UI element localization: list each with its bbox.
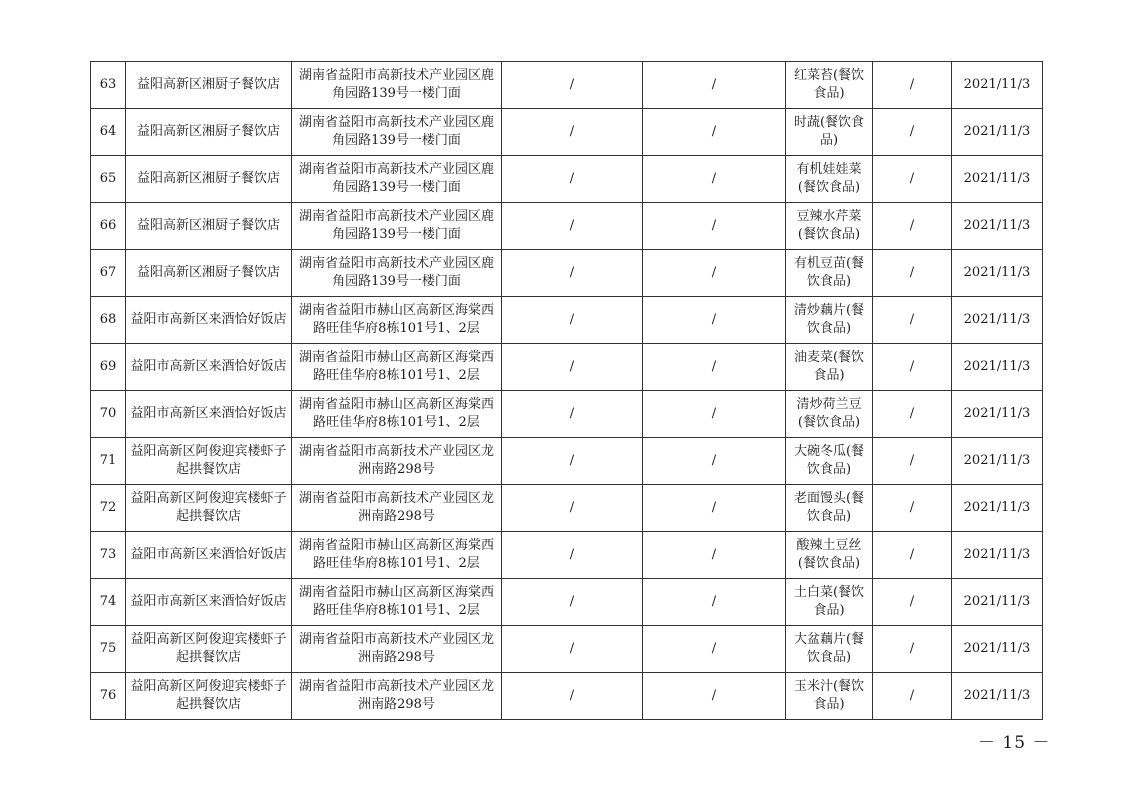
row-number-cell: 66 <box>91 203 126 250</box>
date-cell: 2021/11/3 <box>952 109 1043 156</box>
company-name-cell: 益阳高新区阿俊迎宾楼虾子起拱餐饮店 <box>126 438 292 485</box>
table-row <box>91 62 1043 109</box>
company-name-cell: 益阳高新区阿俊迎宾楼虾子起拱餐饮店 <box>126 673 292 720</box>
date-cell: 2021/11/3 <box>952 626 1043 673</box>
address-cell: 湖南省益阳市高新技术产业园区鹿角园路139号一楼门面 <box>292 156 502 203</box>
address-cell: 湖南省益阳市高新技术产业园区龙洲南路298号 <box>292 438 502 485</box>
blank-cell: / <box>873 297 952 344</box>
blank-cell: / <box>873 344 952 391</box>
address-cell: 湖南省益阳市高新技术产业园区鹿角园路139号一楼门面 <box>292 203 502 250</box>
address-cell: 湖南省益阳市赫山区高新区海棠西路旺佳华府8栋101号1、2层 <box>292 297 502 344</box>
blank-cell: / <box>502 673 643 720</box>
blank-cell: / <box>643 626 786 673</box>
address-cell: 湖南省益阳市高新技术产业园区鹿角园路139号一楼门面 <box>292 62 502 109</box>
date-cell: 2021/11/3 <box>952 156 1043 203</box>
blank-cell: / <box>502 297 643 344</box>
blank-cell: / <box>643 532 786 579</box>
date-cell: 2021/11/3 <box>952 673 1043 720</box>
food-name-cell: 大盆藕片(餐饮食品) <box>786 626 873 673</box>
table-row <box>91 250 1043 297</box>
address-cell: 湖南省益阳市赫山区高新区海棠西路旺佳华府8栋101号1、2层 <box>292 391 502 438</box>
date-cell: 2021/11/3 <box>952 62 1043 109</box>
company-name-cell: 益阳高新区阿俊迎宾楼虾子起拱餐饮店 <box>126 626 292 673</box>
food-name-cell: 红菜苔(餐饮食品) <box>786 62 873 109</box>
row-number-cell: 71 <box>91 438 126 485</box>
food-name-cell: 有机娃娃菜(餐饮食品) <box>786 156 873 203</box>
row-number-cell: 69 <box>91 344 126 391</box>
blank-cell: / <box>502 579 643 626</box>
company-name-cell: 益阳市高新区来酒恰好饭店 <box>126 344 292 391</box>
row-number-cell: 76 <box>91 673 126 720</box>
blank-cell: / <box>502 344 643 391</box>
date-cell: 2021/11/3 <box>952 391 1043 438</box>
blank-cell: / <box>873 109 952 156</box>
date-cell: 2021/11/3 <box>952 438 1043 485</box>
date-cell: 2021/11/3 <box>952 485 1043 532</box>
table-row <box>91 673 1043 720</box>
blank-cell: / <box>873 673 952 720</box>
food-name-cell: 有机豆苗(餐饮食品) <box>786 250 873 297</box>
date-cell: 2021/11/3 <box>952 344 1043 391</box>
company-name-cell: 益阳市高新区来酒恰好饭店 <box>126 391 292 438</box>
inspection-table <box>90 61 1043 720</box>
row-number-cell: 68 <box>91 297 126 344</box>
blank-cell: / <box>643 156 786 203</box>
food-name-cell: 清炒荷兰豆(餐饮食品) <box>786 391 873 438</box>
blank-cell: / <box>643 344 786 391</box>
food-name-cell: 大碗冬瓜(餐饮食品) <box>786 438 873 485</box>
address-cell: 湖南省益阳市高新技术产业园区鹿角园路139号一楼门面 <box>292 250 502 297</box>
blank-cell: / <box>873 532 952 579</box>
food-name-cell: 老面馒头(餐饮食品) <box>786 485 873 532</box>
blank-cell: / <box>643 438 786 485</box>
blank-cell: / <box>502 203 643 250</box>
blank-cell: / <box>502 156 643 203</box>
row-number-cell: 65 <box>91 156 126 203</box>
address-cell: 湖南省益阳市赫山区高新区海棠西路旺佳华府8栋101号1、2层 <box>292 579 502 626</box>
blank-cell: / <box>873 626 952 673</box>
food-name-cell: 时蔬(餐饮食品) <box>786 109 873 156</box>
blank-cell: / <box>873 156 952 203</box>
blank-cell: / <box>502 250 643 297</box>
blank-cell: / <box>873 62 952 109</box>
address-cell: 湖南省益阳市高新技术产业园区龙洲南路298号 <box>292 673 502 720</box>
blank-cell: / <box>873 579 952 626</box>
blank-cell: / <box>643 62 786 109</box>
date-cell: 2021/11/3 <box>952 203 1043 250</box>
row-number-cell: 74 <box>91 579 126 626</box>
blank-cell: / <box>873 203 952 250</box>
table-row <box>91 626 1043 673</box>
row-number-cell: 64 <box>91 109 126 156</box>
address-cell: 湖南省益阳市高新技术产业园区龙洲南路298号 <box>292 626 502 673</box>
food-name-cell: 清炒藕片(餐饮食品) <box>786 297 873 344</box>
company-name-cell: 益阳市高新区来酒恰好饭店 <box>126 579 292 626</box>
row-number-cell: 67 <box>91 250 126 297</box>
company-name-cell: 益阳高新区湘厨子餐饮店 <box>126 62 292 109</box>
blank-cell: / <box>643 391 786 438</box>
row-number-cell: 72 <box>91 485 126 532</box>
blank-cell: / <box>502 391 643 438</box>
table-row <box>91 203 1043 250</box>
table-row <box>91 297 1043 344</box>
table-row <box>91 485 1043 532</box>
blank-cell: / <box>643 203 786 250</box>
blank-cell: / <box>873 485 952 532</box>
table-row <box>91 344 1043 391</box>
blank-cell: / <box>873 391 952 438</box>
row-number-cell: 63 <box>91 62 126 109</box>
blank-cell: / <box>643 485 786 532</box>
company-name-cell: 益阳高新区湘厨子餐饮店 <box>126 203 292 250</box>
blank-cell: / <box>502 626 643 673</box>
blank-cell: / <box>502 485 643 532</box>
blank-cell: / <box>502 62 643 109</box>
blank-cell: / <box>502 438 643 485</box>
date-cell: 2021/11/3 <box>952 532 1043 579</box>
date-cell: 2021/11/3 <box>952 250 1043 297</box>
company-name-cell: 益阳高新区湘厨子餐饮店 <box>126 109 292 156</box>
company-name-cell: 益阳市高新区来酒恰好饭店 <box>126 532 292 579</box>
row-number-cell: 73 <box>91 532 126 579</box>
table-row <box>91 156 1043 203</box>
blank-cell: / <box>643 297 786 344</box>
table-row <box>91 109 1043 156</box>
company-name-cell: 益阳高新区湘厨子餐饮店 <box>126 156 292 203</box>
food-name-cell: 土白菜(餐饮食品) <box>786 579 873 626</box>
blank-cell: / <box>873 250 952 297</box>
table-row <box>91 391 1043 438</box>
table-row <box>91 438 1043 485</box>
address-cell: 湖南省益阳市赫山区高新区海棠西路旺佳华府8栋101号1、2层 <box>292 344 502 391</box>
blank-cell: / <box>643 109 786 156</box>
page-number: － 15 － <box>978 733 1051 753</box>
row-number-cell: 75 <box>91 626 126 673</box>
company-name-cell: 益阳高新区湘厨子餐饮店 <box>126 250 292 297</box>
blank-cell: / <box>873 438 952 485</box>
blank-cell: / <box>643 250 786 297</box>
blank-cell: / <box>643 579 786 626</box>
table-row <box>91 579 1043 626</box>
address-cell: 湖南省益阳市赫山区高新区海棠西路旺佳华府8栋101号1、2层 <box>292 532 502 579</box>
food-name-cell: 玉米汁(餐饮食品) <box>786 673 873 720</box>
blank-cell: / <box>502 109 643 156</box>
blank-cell: / <box>502 532 643 579</box>
address-cell: 湖南省益阳市高新技术产业园区龙洲南路298号 <box>292 485 502 532</box>
date-cell: 2021/11/3 <box>952 579 1043 626</box>
food-name-cell: 酸辣土豆丝(餐饮食品) <box>786 532 873 579</box>
food-name-cell: 豆辣水芹菜(餐饮食品) <box>786 203 873 250</box>
company-name-cell: 益阳高新区阿俊迎宾楼虾子起拱餐饮店 <box>126 485 292 532</box>
table-row <box>91 532 1043 579</box>
blank-cell: / <box>643 673 786 720</box>
address-cell: 湖南省益阳市高新技术产业园区鹿角园路139号一楼门面 <box>292 109 502 156</box>
food-name-cell: 油麦菜(餐饮食品) <box>786 344 873 391</box>
row-number-cell: 70 <box>91 391 126 438</box>
table-body <box>91 62 1043 720</box>
company-name-cell: 益阳市高新区来酒恰好饭店 <box>126 297 292 344</box>
date-cell: 2021/11/3 <box>952 297 1043 344</box>
